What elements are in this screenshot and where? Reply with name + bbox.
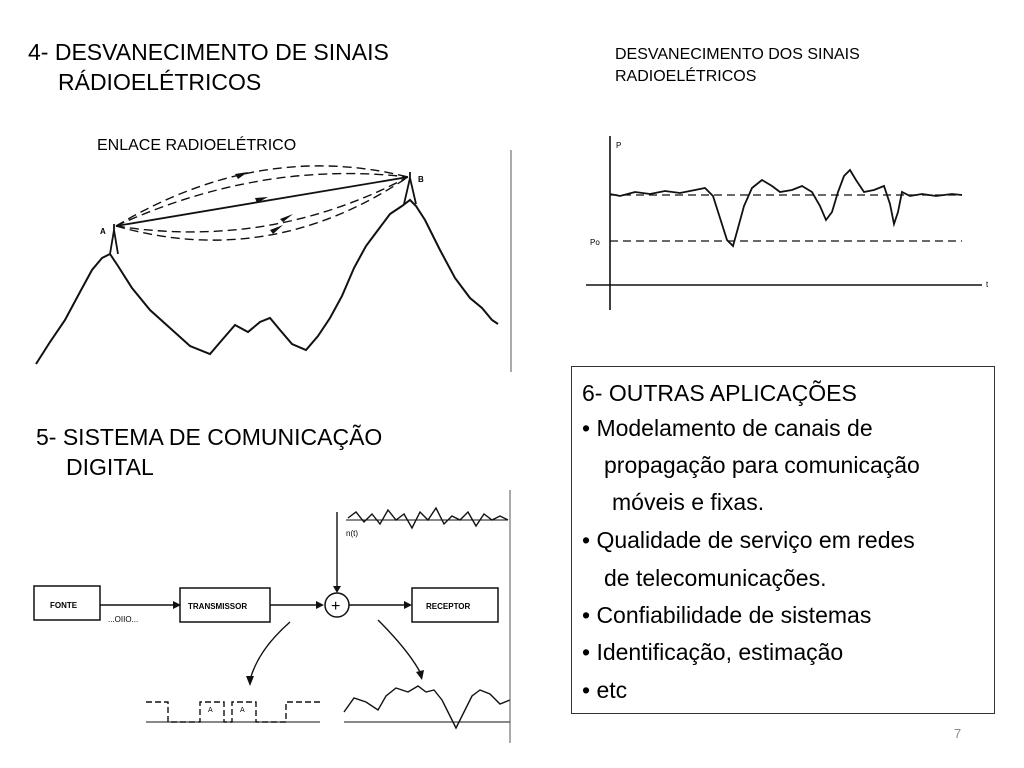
noise-waveform xyxy=(348,508,508,528)
arrowhead xyxy=(333,586,341,593)
antenna-a xyxy=(110,224,118,254)
radio-link-caption: ENLACE RADIOELÉTRICO xyxy=(97,137,297,154)
section5-title xyxy=(36,422,382,482)
section4-title-line1: 4- DESVANECIMENTO DE SINAIS xyxy=(28,39,389,65)
curved-arrow-left xyxy=(250,622,290,680)
receiver-label: RECEPTOR xyxy=(426,602,471,611)
app-line-4: • Qualidade de serviço em redes xyxy=(582,527,915,553)
app-line-1: • Modelamento de canais de xyxy=(582,415,873,441)
curved-arrow-right xyxy=(378,620,420,672)
comm-diagram xyxy=(28,490,518,745)
other-applications-box xyxy=(571,366,995,714)
arrowhead xyxy=(270,225,283,234)
fading-caption-line1: DESVANECIMENTO DOS SINAIS xyxy=(615,46,860,63)
app-line-6: • Confiabilidade de sistemas xyxy=(582,602,872,628)
transmitter-label: TRANSMISSOR xyxy=(188,602,248,611)
app-line-3: móveis e fixas. xyxy=(612,489,765,515)
fading-caption xyxy=(615,44,860,88)
section5-title-line2: DIGITAL xyxy=(66,454,154,480)
dashed-path-1 xyxy=(116,166,408,226)
page-number: 7 xyxy=(954,726,962,741)
arrowhead xyxy=(316,601,324,609)
x-axis-label: t xyxy=(986,280,989,289)
app-line-2: propagação para comunicação xyxy=(604,452,920,478)
arrowhead xyxy=(246,676,254,686)
arrowhead xyxy=(235,172,248,179)
app-line-5: de telecomunicações. xyxy=(604,565,827,591)
label-a: A xyxy=(100,227,106,236)
signal-curve xyxy=(610,170,962,246)
app-line-7: • Identificação, estimação xyxy=(582,639,844,665)
y-axis-label: P xyxy=(616,141,622,150)
radio-link-figure xyxy=(30,150,520,380)
terrain-profile xyxy=(36,200,498,364)
fading-plot-svg xyxy=(580,128,1000,318)
threshold-label: Po xyxy=(590,238,600,247)
noise-label: n(t) xyxy=(346,529,358,538)
pulse-label-1: A xyxy=(208,707,213,714)
radio-link-svg xyxy=(30,150,520,380)
direct-ray xyxy=(116,177,408,226)
arrowhead xyxy=(416,670,424,680)
section4-title xyxy=(28,37,389,97)
pulse-waveform xyxy=(146,702,320,722)
source-label: FONTE xyxy=(50,601,78,610)
bitstream-label: ...OIIO... xyxy=(108,615,139,624)
comm-diagram-svg xyxy=(28,490,518,745)
section5-title-line1: 5- SISTEMA DE COMUNICAÇÃO xyxy=(36,424,383,450)
section4-title-line2: RÁDIOELÉTRICOS xyxy=(58,69,262,95)
pulse-label-2: A xyxy=(240,707,245,714)
app-line-8: • etc xyxy=(582,677,628,703)
fading-plot xyxy=(580,128,1000,318)
arrowhead xyxy=(404,601,412,609)
adder-symbol: + xyxy=(331,598,341,615)
section6-title: 6- OUTRAS APLICAÇÕES xyxy=(582,380,857,406)
fading-caption-line2: RADIOELÉTRICOS xyxy=(615,68,757,85)
label-b: B xyxy=(418,175,424,184)
